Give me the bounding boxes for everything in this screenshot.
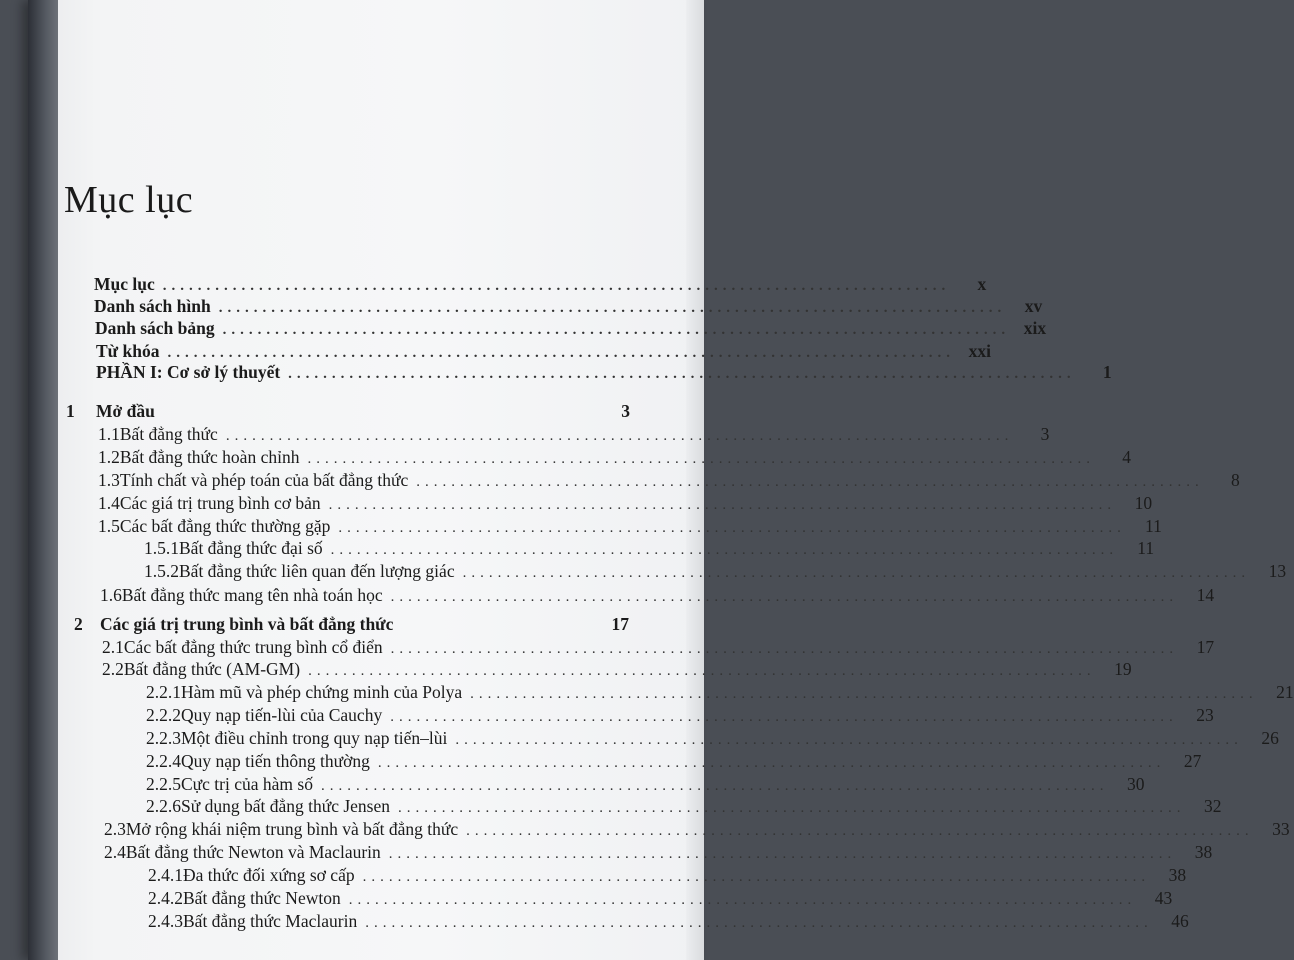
toc-subsection: [146, 751, 1202, 773]
toc-section: [98, 470, 1240, 492]
toc-page-number: 3: [1040, 424, 1050, 444]
toc-subsection: [146, 728, 1279, 750]
subsection-number: 2.2.4: [146, 751, 181, 771]
section-number: 1.2: [98, 447, 120, 467]
toc-section: [102, 637, 1215, 659]
subsection-title: Quy nạp tiến thông thường: [181, 751, 370, 771]
subsection-number: 2.2.2: [146, 705, 181, 725]
toc-entry-label: PHẦN I: Cơ sở lý thuyết: [96, 362, 281, 382]
subsection-title: Bất đẳng thức Maclaurin: [183, 911, 358, 931]
section-title: Các bất đẳng thức thường gặp: [119, 516, 331, 536]
toc-page-number: 4: [1122, 447, 1131, 467]
dot-leader: ..........................................................................................: [308, 663, 1096, 679]
toc-section: [104, 842, 1213, 864]
toc-chapter: [74, 614, 629, 636]
subsection-title: Quy nạp tiến-lùi của Cauchy: [181, 705, 383, 725]
toc-page-number: 30: [1126, 774, 1145, 794]
section-number: 1.6: [100, 585, 122, 605]
dot-leader: ..........................................................................................: [288, 366, 1076, 382]
toc-entry-label: Danh sách bảng: [95, 318, 215, 338]
toc-subsection: [146, 796, 1222, 818]
section-title: Các bất đẳng thức trung bình cổ điển: [123, 637, 383, 657]
toc-page-number: 14: [1196, 585, 1215, 605]
dot-leader: ..........................................................................................: [338, 520, 1126, 536]
dot-leader: ..........................................................................................: [348, 892, 1137, 908]
toc-page-number: 23: [1196, 705, 1214, 725]
section-title: Tính chất và phép toán của bất đẳng thức: [119, 470, 409, 490]
dot-leader: ..........................................................................................: [377, 755, 1166, 771]
toc-page-number: 26: [1261, 728, 1279, 748]
toc-subsection: [146, 774, 1145, 796]
toc-chapter: [66, 401, 630, 423]
toc-page-number: 17: [1196, 637, 1215, 657]
section-title: Bất đẳng thức (AM-GM): [123, 659, 301, 679]
chapter-number: 1: [66, 401, 75, 421]
toc-page-number: 46: [1171, 911, 1189, 931]
dot-leader: ..........................................................................................: [466, 823, 1254, 839]
toc-subsection: [148, 865, 1187, 887]
toc-page-number: 1: [1102, 362, 1112, 382]
section-number: 2.3: [104, 819, 126, 839]
dot-leader: ..........................................................................................: [390, 589, 1179, 605]
toc-entry-label: Từ khóa: [96, 341, 160, 361]
subsection-number: 1.5.2: [144, 561, 179, 581]
toc-subsection: [148, 888, 1173, 910]
subsection-number: 2.4.1: [148, 865, 183, 885]
subsection-number: 2.4.3: [148, 911, 183, 931]
section-title: Các giá trị trung bình cơ bản: [119, 493, 321, 513]
dot-leader: ..........................................................................................: [222, 322, 1011, 338]
toc-entry-front: [96, 341, 992, 363]
dot-leader: ..........................................................................................: [365, 915, 1153, 931]
toc-page-number: 3: [621, 401, 630, 421]
toc-page-number: xix: [1023, 318, 1047, 338]
toc-subsection: [144, 561, 1287, 583]
section-title: Bất đẳng thức mang tên nhà toán học: [121, 585, 383, 605]
section-number: 1.3: [98, 470, 120, 490]
section-number: 2.1: [102, 637, 124, 657]
dot-leader: ..........................................................................................: [167, 345, 956, 361]
toc-page-number: xxi: [968, 341, 992, 361]
dot-leader: ..........................................................................................: [462, 565, 1251, 581]
dot-leader: ..........................................................................................: [307, 451, 1095, 467]
subsection-title: Cực trị của hàm số: [181, 774, 313, 794]
section-title: Bất đẳng thức hoàn chỉnh: [119, 447, 300, 467]
section-number: 1.5: [98, 516, 120, 536]
subsection-number: 1.5.1: [144, 538, 179, 558]
toc-entry-label: Danh sách hình: [94, 296, 211, 316]
toc-subsection: [144, 538, 1155, 560]
toc-page-number: 11: [1144, 516, 1162, 536]
dot-leader: ..........................................................................................: [398, 800, 1186, 816]
toc-page-number: 21: [1276, 682, 1294, 702]
dot-leader: ..........................................................................................: [330, 542, 1119, 558]
chapter-title: Các giá trị trung bình và bất đẳng thức: [100, 614, 394, 634]
section-number: 1.4: [98, 493, 120, 513]
dot-leader: ..........................................................................................: [455, 732, 1243, 748]
toc-page-number: 38: [1168, 865, 1187, 885]
chapter-title: Mở đầu: [96, 401, 155, 421]
dot-leader: ..........................................................................................: [225, 428, 1014, 444]
subsection-number: 2.2.5: [146, 774, 181, 794]
subsection-title: Bất đẳng thức Newton: [183, 888, 341, 908]
subsection-title: Sử dụng bất đẳng thức Jensen: [181, 796, 391, 816]
section-number: 2.4: [104, 842, 126, 862]
toc-page-number: xv: [1024, 296, 1043, 316]
chapter-number: 2: [74, 614, 83, 634]
toc-entry-front: [94, 296, 1043, 318]
section-title: Bất đẳng thức: [119, 424, 218, 444]
dot-leader: ..........................................................................................: [390, 709, 1178, 725]
dot-leader: ..........................................................................................: [470, 686, 1258, 702]
dot-leader: ..........................................................................................: [388, 846, 1177, 862]
dot-leader: ..........................................................................................: [328, 497, 1117, 513]
toc-section: [98, 493, 1153, 515]
subsection-title: Hàm mũ và phép chứng minh của Polya: [181, 682, 463, 702]
toc-page-number: 19: [1114, 659, 1132, 679]
toc-page-number: 13: [1268, 561, 1287, 581]
dot-leader: ..........................................................................................: [416, 474, 1204, 490]
section-number: 2.2: [102, 659, 124, 679]
subsection-number: 2.2.1: [146, 682, 181, 702]
subsection-title: Đa thức đối xứng sơ cấp: [183, 865, 355, 885]
dot-leader: ..........................................................................................: [362, 869, 1151, 885]
toc-section: [98, 516, 1162, 538]
toc-section: [102, 659, 1132, 681]
dot-leader: ..........................................................................................: [162, 278, 951, 294]
toc-entry-front: [94, 274, 987, 296]
toc-section: [100, 585, 1215, 607]
toc-entry-part: [96, 362, 1112, 384]
subsection-title: Bất đẳng thức liên quan đến lượng giác: [179, 561, 455, 581]
toc-subsection: [148, 911, 1189, 933]
subsection-title: Bất đẳng thức đại số: [179, 538, 323, 558]
toc-page-number: 33: [1272, 819, 1290, 839]
toc-page-number: 32: [1204, 796, 1222, 816]
toc-subsection: [146, 682, 1294, 704]
dot-leader: ..........................................................................................: [320, 778, 1109, 794]
section-number: 1.1: [98, 424, 120, 444]
subsection-title: Một điều chỉnh trong quy nạp tiến–lùi: [181, 728, 448, 748]
subsection-number: 2.2.6: [146, 796, 181, 816]
toc-section: [104, 819, 1290, 841]
toc-entry-label: Mục lục: [94, 274, 155, 294]
toc-page-number: 43: [1154, 888, 1173, 908]
toc-page-number: 27: [1183, 751, 1202, 771]
toc-section: [98, 424, 1050, 446]
toc-subsection: [146, 705, 1214, 727]
toc-entry-front: [95, 318, 1047, 340]
toc-page-number: 10: [1134, 493, 1153, 513]
dot-leader: ..........................................................................................: [218, 300, 1007, 316]
subsection-number: 2.2.3: [146, 728, 181, 748]
subsection-number: 2.4.2: [148, 888, 183, 908]
toc-page-number: 17: [611, 614, 629, 634]
toc-page-number: 38: [1194, 842, 1213, 862]
toc-page-number: x: [977, 274, 987, 294]
section-title: Mở rộng khái niệm trung bình và bất đẳng thức: [125, 819, 459, 839]
toc-page-number: 8: [1231, 470, 1240, 490]
section-title: Bất đẳng thức Newton và Maclaurin: [125, 842, 381, 862]
dot-leader: ..........................................................................................: [390, 641, 1179, 657]
page-title: Mục lục: [64, 179, 194, 221]
toc-section: [98, 447, 1131, 469]
toc-page-number: 11: [1137, 538, 1155, 558]
